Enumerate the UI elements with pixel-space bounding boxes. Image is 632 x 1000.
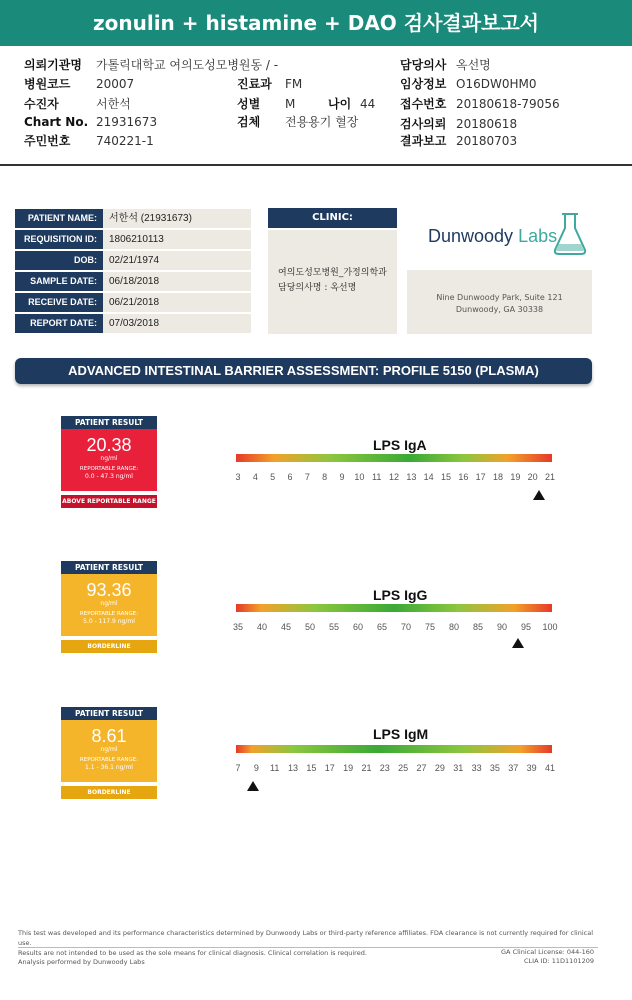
gauge-tick-label: 6 (287, 472, 293, 482)
field-requesting-institution: 의뢰기관명 가톨릭대학교 여의도성모병원동 / - (24, 58, 279, 72)
result-card-igg (61, 561, 157, 653)
gauge-tick-label: 7 (235, 763, 241, 773)
result-unit: ng/ml (100, 455, 118, 462)
patient-row-dob: DOB: 02/21/1974 (15, 251, 251, 272)
gauge-tick-label: 100 (542, 622, 558, 632)
gauge-tick-label: 3 (235, 472, 241, 482)
gauge-tick-label: 18 (492, 472, 504, 482)
field-patient: 수진자 서한석 (24, 97, 131, 111)
gauge-tick-label: 4 (252, 472, 258, 482)
patient-row-requisition: REQUISITION ID: 1806210113 (15, 230, 251, 251)
result-box (61, 574, 157, 636)
result-card-iga (61, 416, 157, 508)
gauge-tick-label: 95 (520, 622, 532, 632)
gauge-tick-label: 50 (304, 622, 316, 632)
field-clinical-info: 임상정보 O16DW0HM0 (400, 77, 537, 91)
result-head: PATIENT RESULT (61, 561, 157, 574)
gauge-tick-label: 90 (496, 622, 508, 632)
analysis-performed: Analysis performed by Dunwoody Labs (18, 958, 145, 966)
gauge-tick-label: 39 (526, 763, 537, 773)
result-range: 0.0 - 47.3 ng/ml (85, 473, 133, 480)
result-marker (247, 781, 259, 791)
gauge-tick-label: 10 (354, 472, 365, 482)
field-receipt-no: 접수번호 20180618-79056 (400, 97, 560, 111)
gauge-tick-label: 41 (544, 763, 556, 773)
result-range-label: REPORTABLE RANGE: (79, 466, 139, 472)
flask-icon (552, 210, 588, 256)
gauge-bar-iga (236, 454, 552, 462)
field-hospital-code: 병원코드 20007 (24, 77, 135, 91)
gauge-tick-label: 85 (472, 622, 484, 632)
gauge-tick-label: 31 (453, 763, 464, 773)
gauge-tick-label: 5 (270, 472, 276, 482)
report-title: zonulin + histamine + DAO 검사결과보고서 (0, 0, 632, 46)
gauge-tick-label: 17 (475, 472, 486, 482)
gauge-tick-label: 60 (352, 622, 364, 632)
gauge-tick-label: 40 (256, 622, 268, 632)
gauge-tick-label: 70 (400, 622, 412, 632)
gauge-tick-label: 19 (343, 763, 354, 773)
gauge-ticks-igm (235, 763, 556, 775)
result-head: PATIENT RESULT (61, 416, 157, 429)
gauge-title-igg: LPS IgG (373, 587, 428, 603)
result-unit: ng/ml (100, 600, 118, 607)
field-age: 나이 44 (328, 97, 376, 111)
gauge-bar-igg (236, 604, 552, 612)
gauge-title-igm: LPS IgM (373, 726, 429, 742)
field-department: 진료과 FM (237, 77, 303, 91)
gauge-tick-label: 17 (324, 763, 335, 773)
gauge-tick-label: 23 (379, 763, 390, 773)
gauge-tick-label: 19 (510, 472, 521, 482)
result-box (61, 720, 157, 782)
gauge-tick-label: 21 (544, 472, 556, 482)
dunwoody-labs-logo: Dunwoody Labs (424, 208, 592, 268)
gauge-tick-label: 11 (270, 763, 280, 773)
patient-row-report-date: REPORT DATE: 07/03/2018 (15, 314, 251, 335)
gauge-ticks-igg (232, 622, 558, 634)
gauge-tick-label: 14 (423, 472, 434, 482)
result-head: PATIENT RESULT (61, 707, 157, 720)
gauge-tick-label: 45 (280, 622, 292, 632)
gauge-tick-label: 9 (253, 763, 259, 773)
result-unit: ng/ml (100, 746, 118, 753)
clinic-info (268, 230, 397, 334)
result-range-label: REPORTABLE RANGE: (79, 757, 139, 763)
field-resident-no: 주민번호 740221-1 (24, 134, 154, 148)
gauge-tick-label: 75 (424, 622, 436, 632)
assessment-banner: ADVANCED INTESTINAL BARRIER ASSESSMENT: PROFILE 5150 (PLASMA) (15, 358, 592, 384)
gauge-tick-label: 55 (328, 622, 340, 632)
result-range: 5.0 - 117.9 ng/ml (83, 618, 135, 625)
gauge-tick-label: 35 (232, 622, 244, 632)
gauge-tick-label: 15 (440, 472, 452, 482)
result-marker (533, 490, 545, 500)
field-sex: 성별 M (237, 97, 296, 111)
clinic-line-1: 여의도성모병원_가정의학과 (278, 268, 387, 278)
result-range: 1.1 - 36.1 ng/ml (85, 764, 133, 771)
gauge-ticks-iga (235, 472, 556, 484)
gauge-tick-label: 13 (288, 763, 299, 773)
gauge-tick-label: 9 (339, 472, 345, 482)
result-card-igm (61, 707, 157, 799)
clinic-line-2: 담당의사명 : 옥선명 (278, 283, 357, 293)
gauge-tick-label: 29 (434, 763, 445, 773)
gauge-tick-label: 37 (508, 763, 519, 773)
patient-row-sample-date: SAMPLE DATE: 06/18/2018 (15, 272, 251, 293)
gauge-tick-label: 8 (322, 472, 328, 482)
result-range-label: REPORTABLE RANGE: (79, 611, 139, 617)
result-status-badge: BORDERLINE (61, 640, 157, 653)
header-divider (0, 164, 632, 166)
gauge-tick-label: 16 (458, 472, 469, 482)
gauge-tick-label: 11 (371, 472, 382, 482)
patient-row-receive-date: RECEIVE DATE: 06/21/2018 (15, 293, 251, 314)
patient-row-name: PATIENT NAME: 서한석 (21931673) (15, 209, 251, 230)
result-box (61, 429, 157, 491)
lab-address: Nine Dunwoody Park, Suite 121 Dunwoody, GA 30338 (407, 270, 592, 334)
gauge-tick-label: 35 (489, 763, 500, 773)
gauge-tick-label: 33 (471, 763, 482, 773)
field-doctor: 담당의사 옥선명 (400, 58, 491, 72)
field-report-date: 결과보고 20180703 (400, 134, 518, 148)
gauge-tick-label: 7 (304, 472, 310, 482)
result-marker (512, 638, 524, 648)
field-chart-no: Chart No. 21931673 (24, 115, 158, 129)
field-request-date: 검사의뢰 20180618 (400, 117, 518, 131)
field-specimen: 검체 전용용기 혈장 (237, 115, 359, 129)
gauge-tick-label: 27 (416, 763, 427, 773)
result-status-badge: ABOVE REPORTABLE RANGE (61, 495, 157, 508)
gauge-tick-label: 25 (398, 763, 409, 773)
disclaimer: This test was developed and its performance characteristics determined by Dunwoody Labs or third-party reference affiliates. FDA clearance is not currently required for clinical use. Results are not intended to be used as the sole means for clinical diagnosis. Clinical correlation is required. (18, 929, 593, 957)
gauge-tick-label: 12 (388, 472, 400, 482)
result-value: 93.36 (86, 580, 132, 600)
patient-info-table (15, 209, 251, 335)
gauge-tick-label: 15 (306, 763, 317, 773)
gauge-tick-label: 20 (527, 472, 538, 482)
license-info: GA Clinical License: 044-160 CLIA ID: 11D1101209 (501, 948, 594, 965)
gauge-title-iga: LPS IgA (373, 437, 427, 453)
gauge-tick-label: 80 (448, 622, 460, 632)
result-value: 8.61 (91, 726, 127, 746)
result-value: 20.38 (86, 435, 132, 455)
result-status-badge: BORDERLINE (61, 786, 157, 799)
gauge-bar-igm (236, 745, 552, 753)
gauge-tick-label: 21 (361, 763, 372, 773)
gauge-tick-label: 13 (406, 472, 417, 482)
clinic-header: CLINIC: (268, 208, 397, 228)
gauge-tick-label: 65 (376, 622, 388, 632)
